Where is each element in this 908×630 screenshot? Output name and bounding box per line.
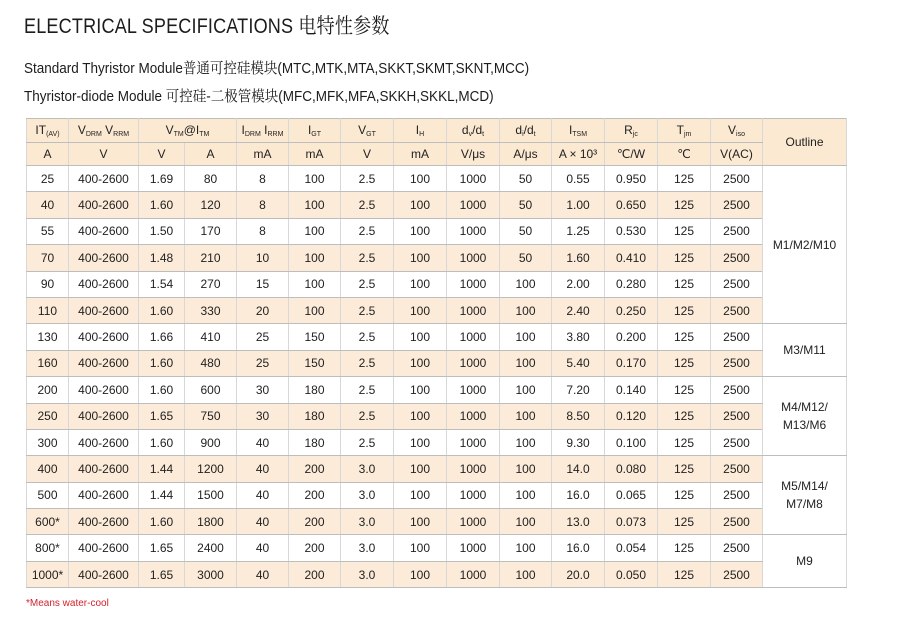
table-cell: 0.120: [605, 403, 658, 429]
table-cell: 1.66: [139, 324, 185, 350]
table-cell: 400-2600: [69, 245, 139, 271]
table-cell: 1.48: [139, 245, 185, 271]
table-cell: 0.200: [605, 324, 658, 350]
table-cell: 400-2600: [69, 429, 139, 455]
table-cell: 1000: [447, 561, 500, 587]
table-cell: 750: [185, 403, 237, 429]
header-symbol: $IT_{(AV)}$: [27, 119, 69, 143]
table-cell: 40: [237, 535, 289, 561]
table-cell: 55: [27, 218, 69, 244]
table-cell: 125: [658, 456, 711, 482]
table-cell: 8: [237, 192, 289, 218]
table-cell: 400-2600: [69, 192, 139, 218]
header-unit: A/μs: [500, 143, 552, 166]
header-symbol: $I_{TSM}$: [552, 119, 605, 143]
table-cell: 2500: [711, 535, 763, 561]
table-row: [27, 218, 847, 244]
table-cell: 25: [237, 324, 289, 350]
table-cell: 180: [289, 403, 341, 429]
table-cell: 210: [185, 245, 237, 271]
table-cell: 400-2600: [69, 456, 139, 482]
header-outline: Outline: [763, 119, 847, 166]
table-cell: 1000: [447, 324, 500, 350]
table-cell: 1000: [447, 456, 500, 482]
footnote-water-cool: *Means water-cool: [26, 598, 109, 609]
header-symbol: $I_{DRM}$ $I_{RRM}$: [237, 119, 289, 143]
table-cell: 5.40: [552, 350, 605, 376]
table-cell: 2.40: [552, 297, 605, 323]
table-cell: 300: [27, 429, 69, 455]
table-cell: 100: [500, 535, 552, 561]
table-cell: 10: [237, 245, 289, 271]
table-cell: 2.5: [341, 403, 394, 429]
table-cell: 1.60: [139, 192, 185, 218]
table-cell: 125: [658, 271, 711, 297]
table-cell: 480: [185, 350, 237, 376]
table-cell: 125: [658, 535, 711, 561]
table-cell: 2.5: [341, 297, 394, 323]
table-cell: 1.44: [139, 482, 185, 508]
table-row: [27, 377, 847, 403]
header-symbol: $V_{GT}$: [341, 119, 394, 143]
header-unit: ℃: [658, 143, 711, 166]
table-cell: 2.00: [552, 271, 605, 297]
table-cell: 100: [289, 218, 341, 244]
table-cell: 1000: [447, 403, 500, 429]
table-cell: 20.0: [552, 561, 605, 587]
table-cell: 7.20: [552, 377, 605, 403]
table-cell: 2500: [711, 297, 763, 323]
table-row: [27, 350, 847, 376]
table-cell: 0.073: [605, 509, 658, 535]
header-symbol: $I_H$: [394, 119, 447, 143]
header-unit: V: [69, 143, 139, 166]
subtitle-standard-thyristor: Standard Thyristor Module普通可控硅模块(MTC,MTK,MTA,SKKT,SKMT,SKNT,MCC): [24, 60, 530, 77]
outline-group: [763, 324, 847, 377]
table-cell: 1000: [447, 535, 500, 561]
table-cell: 160: [27, 350, 69, 376]
table-cell: 1.00: [552, 192, 605, 218]
table-cell: 100: [394, 271, 447, 297]
header-unit: A × 10³: [552, 143, 605, 166]
table-cell: 120: [185, 192, 237, 218]
table-cell: 2500: [711, 456, 763, 482]
table-cell: 1.60: [139, 350, 185, 376]
outline-group: [763, 535, 847, 588]
table-cell: 1000: [447, 482, 500, 508]
table-cell: 2.5: [341, 350, 394, 376]
table-cell: 100: [394, 377, 447, 403]
table-cell: 125: [658, 509, 711, 535]
table-cell: 25: [27, 166, 69, 192]
outline-group: [763, 166, 847, 324]
table-cell: 170: [185, 218, 237, 244]
header-row-units: [27, 143, 847, 166]
table-cell: 400-2600: [69, 535, 139, 561]
table-cell: 100: [500, 429, 552, 455]
table-cell: 2500: [711, 166, 763, 192]
table-cell: 2500: [711, 403, 763, 429]
header-unit: V: [139, 143, 185, 166]
table-cell: 1.65: [139, 403, 185, 429]
table-cell: 50: [500, 218, 552, 244]
table-cell: 40: [237, 482, 289, 508]
table-cell: 1.60: [139, 509, 185, 535]
table-cell: 50: [500, 245, 552, 271]
table-cell: 100: [500, 509, 552, 535]
table-cell: 400: [27, 456, 69, 482]
header-symbol: $T_{jm}$: [658, 119, 711, 143]
outline-label: M13/M6: [782, 418, 827, 433]
table-cell: 400-2600: [69, 350, 139, 376]
table-row: [27, 271, 847, 297]
table-cell: 0.065: [605, 482, 658, 508]
table-cell: 14.0: [552, 456, 605, 482]
table-cell: 200: [289, 482, 341, 508]
table-cell: 100: [394, 245, 447, 271]
table-cell: 3.0: [341, 482, 394, 508]
table-cell: 2.5: [341, 271, 394, 297]
header-unit: V(AC): [711, 143, 763, 166]
table-cell: 125: [658, 561, 711, 587]
table-row: [27, 509, 847, 535]
table-cell: 100: [500, 482, 552, 508]
table-cell: 270: [185, 271, 237, 297]
table-row: [27, 324, 847, 350]
header-symbol: $d_i/d_t$: [500, 119, 552, 143]
table-cell: 0.650: [605, 192, 658, 218]
page-title: ELECTRICAL SPECIFICATIONS 电特性参数: [24, 15, 390, 38]
table-cell: 40: [237, 456, 289, 482]
specifications-table: [26, 118, 847, 588]
table-cell: 0.250: [605, 297, 658, 323]
table-cell: 25: [237, 350, 289, 376]
table-cell: 40: [27, 192, 69, 218]
header-unit: mA: [394, 143, 447, 166]
table-cell: 200: [289, 535, 341, 561]
table-row: [27, 535, 847, 561]
table-cell: 200: [289, 509, 341, 535]
table-cell: 0.55: [552, 166, 605, 192]
table-cell: 1000: [447, 271, 500, 297]
table-cell: 0.530: [605, 218, 658, 244]
table-cell: 100: [394, 482, 447, 508]
table-row: [27, 482, 847, 508]
table-cell: 100: [394, 429, 447, 455]
table-cell: 400-2600: [69, 271, 139, 297]
table-cell: 180: [289, 429, 341, 455]
table-cell: 100: [500, 350, 552, 376]
table-cell: 1.44: [139, 456, 185, 482]
table-cell: 125: [658, 324, 711, 350]
table-cell: 2500: [711, 509, 763, 535]
table-cell: 2500: [711, 350, 763, 376]
table-cell: 100: [289, 166, 341, 192]
table-cell: 125: [658, 403, 711, 429]
header-unit: mA: [237, 143, 289, 166]
outline-label: M1/M2/M10: [772, 237, 837, 252]
table-cell: 1000: [447, 192, 500, 218]
table-cell: 125: [658, 166, 711, 192]
table-cell: 2.5: [341, 245, 394, 271]
table-cell: 3.0: [341, 456, 394, 482]
table-cell: 1000: [447, 350, 500, 376]
table-cell: 3.0: [341, 561, 394, 587]
table-cell: 330: [185, 297, 237, 323]
header-row-symbols: [27, 119, 847, 143]
header-symbol: $I_{GT}$: [289, 119, 341, 143]
header-unit: V: [341, 143, 394, 166]
table-cell: 40: [237, 509, 289, 535]
outline-label: M3/M11: [783, 343, 826, 358]
table-row: [27, 429, 847, 455]
table-cell: 0.054: [605, 535, 658, 561]
table-cell: 70: [27, 245, 69, 271]
table-cell: 1000: [447, 509, 500, 535]
table-cell: 2500: [711, 324, 763, 350]
table-cell: 800*: [27, 535, 69, 561]
header-symbol: $R_{jc}$: [605, 119, 658, 143]
table-row: [27, 403, 847, 429]
table-cell: 1200: [185, 456, 237, 482]
table-cell: 125: [658, 192, 711, 218]
header-symbol: $d_v/d_t$: [447, 119, 500, 143]
table-cell: 100: [500, 324, 552, 350]
table-cell: 0.170: [605, 350, 658, 376]
table-cell: 100: [394, 509, 447, 535]
table-cell: 2.5: [341, 192, 394, 218]
table-cell: 100: [394, 561, 447, 587]
table-cell: 100: [394, 297, 447, 323]
table-cell: 400-2600: [69, 509, 139, 535]
table-cell: 2500: [711, 561, 763, 587]
subtitle-thyristor-diode: Thyristor-diode Module 可控硅-二极管模块(MFC,MFK,MFA,SKKH,SKKL,MCD): [24, 88, 494, 105]
table-cell: 1000*: [27, 561, 69, 587]
table-cell: 100: [500, 561, 552, 587]
table-cell: 2.5: [341, 218, 394, 244]
table-cell: 200: [289, 456, 341, 482]
table-cell: 2500: [711, 245, 763, 271]
table-cell: 180: [289, 377, 341, 403]
table-cell: 16.0: [552, 482, 605, 508]
table-cell: 125: [658, 429, 711, 455]
table-cell: 400-2600: [69, 561, 139, 587]
table-cell: 150: [289, 350, 341, 376]
table-cell: 1000: [447, 429, 500, 455]
table-cell: 1.65: [139, 561, 185, 587]
table-cell: 2500: [711, 482, 763, 508]
outline-label: M7/M8: [786, 497, 823, 512]
table-cell: 400-2600: [69, 297, 139, 323]
table-cell: 1.25: [552, 218, 605, 244]
table-cell: 80: [185, 166, 237, 192]
table-cell: 100: [289, 245, 341, 271]
table-cell: 1000: [447, 218, 500, 244]
table-cell: 400-2600: [69, 403, 139, 429]
table-cell: 1.60: [552, 245, 605, 271]
table-cell: 40: [237, 561, 289, 587]
table-cell: 0.410: [605, 245, 658, 271]
table-cell: 125: [658, 482, 711, 508]
table-row: [27, 245, 847, 271]
table-cell: 0.080: [605, 456, 658, 482]
table-cell: 1500: [185, 482, 237, 508]
table-row: [27, 166, 847, 192]
table-cell: 2500: [711, 429, 763, 455]
table-cell: 3.0: [341, 509, 394, 535]
table-cell: 2500: [711, 192, 763, 218]
table-cell: 125: [658, 297, 711, 323]
table-row: [27, 297, 847, 323]
table-cell: 100: [394, 324, 447, 350]
table-cell: 1000: [447, 245, 500, 271]
table-cell: 100: [289, 192, 341, 218]
table-cell: 100: [500, 271, 552, 297]
table-cell: 1.60: [139, 297, 185, 323]
table-cell: 100: [394, 403, 447, 429]
table-cell: 100: [394, 350, 447, 376]
table-cell: 2.5: [341, 377, 394, 403]
table-cell: 100: [394, 166, 447, 192]
table-cell: 20: [237, 297, 289, 323]
table-cell: 1.54: [139, 271, 185, 297]
table-cell: 30: [237, 403, 289, 429]
table-cell: 2500: [711, 271, 763, 297]
outline-label: M4/M12/: [781, 400, 828, 415]
table-cell: 2500: [711, 377, 763, 403]
table-cell: 30: [237, 377, 289, 403]
table-cell: 100: [394, 535, 447, 561]
header-symbol: $V_{iso}$: [711, 119, 763, 143]
table-row: [27, 192, 847, 218]
table-cell: 2500: [711, 218, 763, 244]
outline-group: [763, 377, 847, 456]
header-unit: mA: [289, 143, 341, 166]
table-cell: 100: [394, 218, 447, 244]
table-cell: 2.5: [341, 166, 394, 192]
table-cell: 100: [500, 403, 552, 429]
table-cell: 1000: [447, 166, 500, 192]
table-cell: 100: [500, 377, 552, 403]
table-cell: 100: [394, 456, 447, 482]
table-cell: 900: [185, 429, 237, 455]
table-cell: 1.65: [139, 535, 185, 561]
table-cell: 100: [394, 192, 447, 218]
header-unit: V/μs: [447, 143, 500, 166]
table-cell: 0.050: [605, 561, 658, 587]
table-cell: 1.69: [139, 166, 185, 192]
header-unit: ℃/W: [605, 143, 658, 166]
table-cell: 400-2600: [69, 166, 139, 192]
table-cell: 2.5: [341, 324, 394, 350]
table-cell: 500: [27, 482, 69, 508]
table-cell: 0.950: [605, 166, 658, 192]
table-cell: 0.280: [605, 271, 658, 297]
table-cell: 16.0: [552, 535, 605, 561]
table-cell: 40: [237, 429, 289, 455]
outline-label: M9: [796, 554, 813, 569]
table-cell: 3000: [185, 561, 237, 587]
table-cell: 100: [500, 456, 552, 482]
table-cell: 125: [658, 377, 711, 403]
table-cell: 150: [289, 324, 341, 350]
table-cell: 1.50: [139, 218, 185, 244]
table-cell: 3.80: [552, 324, 605, 350]
table-cell: 0.140: [605, 377, 658, 403]
table-cell: 125: [658, 218, 711, 244]
table-cell: 400-2600: [69, 324, 139, 350]
table-row: [27, 456, 847, 482]
table-cell: 410: [185, 324, 237, 350]
table-cell: 1800: [185, 509, 237, 535]
table-cell: 8: [237, 166, 289, 192]
table-cell: 9.30: [552, 429, 605, 455]
table-cell: 50: [500, 192, 552, 218]
table-cell: 250: [27, 403, 69, 429]
table-cell: 8.50: [552, 403, 605, 429]
table-cell: 100: [289, 297, 341, 323]
table-cell: 90: [27, 271, 69, 297]
header-unit: A: [185, 143, 237, 166]
outline-label: M5/M14/: [781, 479, 828, 494]
table-cell: 200: [27, 377, 69, 403]
header-symbol: $V_{DRM}$ $V_{RRM}$: [69, 119, 139, 143]
table-cell: 1000: [447, 297, 500, 323]
table-cell: 3.0: [341, 535, 394, 561]
table-cell: 400-2600: [69, 482, 139, 508]
table-cell: 130: [27, 324, 69, 350]
table-cell: 1000: [447, 377, 500, 403]
table-cell: 125: [658, 350, 711, 376]
table-cell: 1.60: [139, 377, 185, 403]
table-cell: 400-2600: [69, 218, 139, 244]
header-symbol: $V_{TM}@I_{TM}$: [139, 119, 237, 143]
table-cell: 50: [500, 166, 552, 192]
outline-group: [763, 456, 847, 535]
table-cell: 13.0: [552, 509, 605, 535]
table-row: [27, 561, 847, 587]
table-cell: 600*: [27, 509, 69, 535]
table-cell: 200: [289, 561, 341, 587]
table-cell: 2400: [185, 535, 237, 561]
table-cell: 100: [289, 271, 341, 297]
table-cell: 15: [237, 271, 289, 297]
table-cell: 600: [185, 377, 237, 403]
header-unit: A: [27, 143, 69, 166]
table-cell: 2.5: [341, 429, 394, 455]
table-cell: 1.60: [139, 429, 185, 455]
table-cell: 110: [27, 297, 69, 323]
table-cell: 400-2600: [69, 377, 139, 403]
table-cell: 100: [500, 297, 552, 323]
table-cell: 8: [237, 218, 289, 244]
table-cell: 125: [658, 245, 711, 271]
table-cell: 0.100: [605, 429, 658, 455]
